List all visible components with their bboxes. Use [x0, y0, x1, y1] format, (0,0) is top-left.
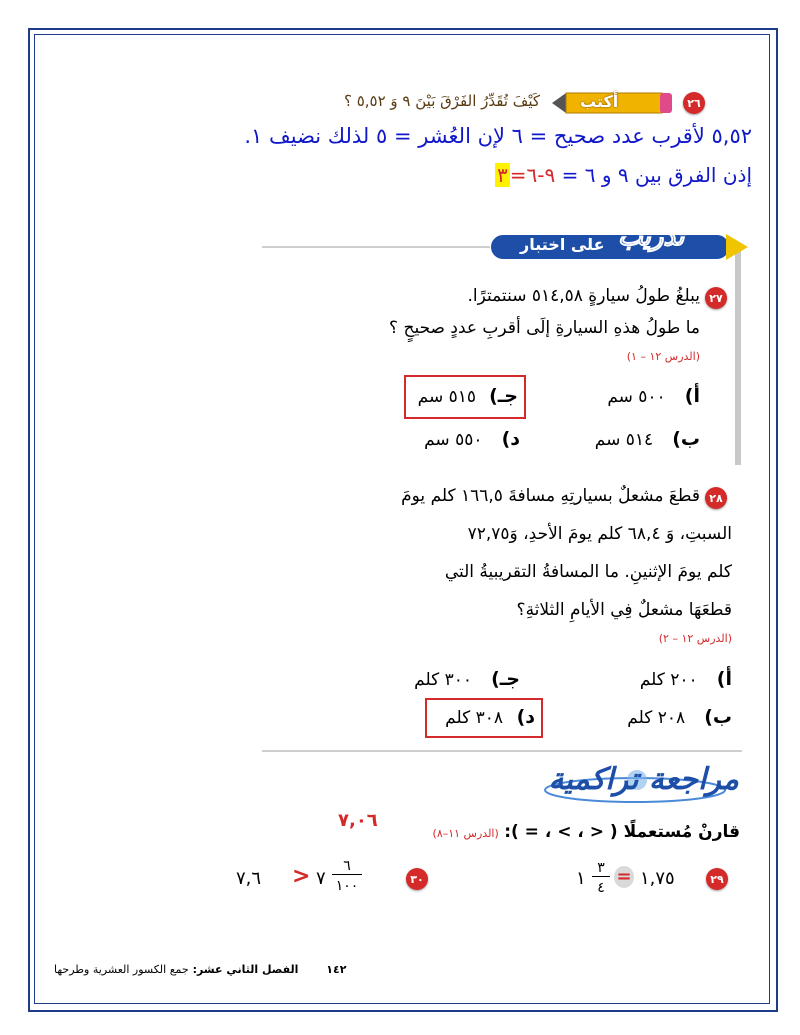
review-title-banner	[505, 760, 743, 808]
q28-line-4: قطعَهَا مشعلٌ فِي الأيامِ الثلاثةِ؟	[516, 600, 732, 620]
write-label-badge	[552, 88, 674, 118]
q30-numerator: ٦	[332, 858, 362, 875]
section-side-bar	[735, 250, 741, 465]
q30-whole: ٧	[316, 868, 326, 889]
footer	[54, 963, 346, 976]
q28-line-1: قطعَ مشعلٌ بسيارتِهِ مسافةَ ١٦٦,٥ كلم يومَ	[401, 486, 700, 506]
q28-line-3: كلم يومَ الإثنينِ. ما المسافةُ التقريبيةُ التي	[444, 562, 732, 582]
q27-lesson: (الدرس ١٢ – ١)	[626, 350, 700, 363]
practice-banner	[490, 222, 750, 266]
q28-option-c[interactable]: جـ) ٣٠٠ كلم	[414, 668, 520, 690]
q29-answer-circle[interactable]: =	[614, 866, 634, 888]
handwritten-note: ٧,٠٦	[338, 810, 378, 831]
review-divider	[262, 750, 742, 752]
review-lesson: (الدرس ١١–٨)	[432, 827, 499, 840]
q28-option-d-selected[interactable]: د) ٣٠٨ كلم	[425, 698, 543, 738]
review-instruction-line	[180, 822, 740, 842]
q27-option-c-selected[interactable]: جـ) ٥١٥ سم	[404, 375, 526, 419]
q27-line-1: يبلغُ طولُ سيارةٍ ٥١٤,٥٨ سنتمترًا.	[467, 286, 700, 306]
practice-title: تدريب	[618, 222, 685, 252]
q29-denominator: ٤	[597, 880, 605, 896]
footer-page-number: ١٤٢	[326, 963, 347, 976]
question-number-30: ٣٠	[406, 868, 428, 890]
practice-subtitle: على اختبار	[520, 235, 605, 254]
q29-whole: ١	[576, 868, 586, 889]
footer-title: جمع الكسور العشرية وطرحها	[54, 963, 189, 976]
question-number-26: ٢٦	[683, 92, 705, 114]
q30-answer-symbol[interactable]: >	[292, 864, 311, 889]
q30-decimal: ٧,٦	[236, 868, 262, 889]
q28-line-2: السبتِ، وَ ٦٨,٤ كلم يومَ الأحدِ، وَ٧٢,٧٥	[467, 524, 732, 544]
q27-option-b[interactable]: ب) ٥١٤ سم	[594, 428, 700, 450]
footer-chapter: الفصل الثاني عشر:	[192, 963, 299, 976]
q30-denominator: ١٠٠	[335, 878, 359, 894]
q27-option-d[interactable]: د) ٥٥٠ سم	[424, 428, 520, 450]
answer-line-2-expr: ٩-٦=	[509, 163, 556, 187]
q29-decimal: ١,٧٥	[640, 868, 675, 889]
q27-line-2: ما طولُ هذهِ السيارةِ إلَى أقربِ عددٍ صحيحٍ ؟	[389, 318, 700, 338]
answer-line-2	[32, 163, 752, 187]
q28-option-a[interactable]: أ) ٢٠٠ كلم	[639, 668, 732, 690]
answer-result-highlight: ٣	[497, 163, 508, 187]
q28-option-b[interactable]: ب) ٢٠٨ كلم	[627, 706, 732, 728]
question-number-28: ٢٨	[705, 487, 727, 509]
review-instruction: قارنْ مُستعملًا ( < ، > ، = ):	[504, 822, 740, 842]
q29-comparison	[556, 860, 696, 900]
q29-numerator: ٣	[592, 860, 610, 877]
q30-comparison	[236, 858, 396, 900]
review-title: مراجعة تراكمية	[548, 762, 739, 797]
q28-lesson: (الدرس ١٢ – ٢)	[658, 632, 732, 645]
answer-line-2-text: إذن الفرق بين ٩ و ٦ =	[555, 163, 752, 187]
q27-option-a[interactable]: أ) ٥٠٠ سم	[607, 385, 700, 407]
q26-question: كَيْفَ تُقَدِّرُ الفَرْقَ بَيْنَ ٩ وَ ٥,٥٢ ؟	[343, 92, 540, 110]
question-number-27: ٢٧	[705, 287, 727, 309]
write-label: أكتب	[580, 92, 619, 111]
answer-line-1: ٥,٥٢ لأقرب عدد صحيح = ٦ لإن العُشر = ٥ لذلك نضيف ١.	[244, 124, 752, 148]
question-number-29: ٢٩	[706, 868, 728, 890]
